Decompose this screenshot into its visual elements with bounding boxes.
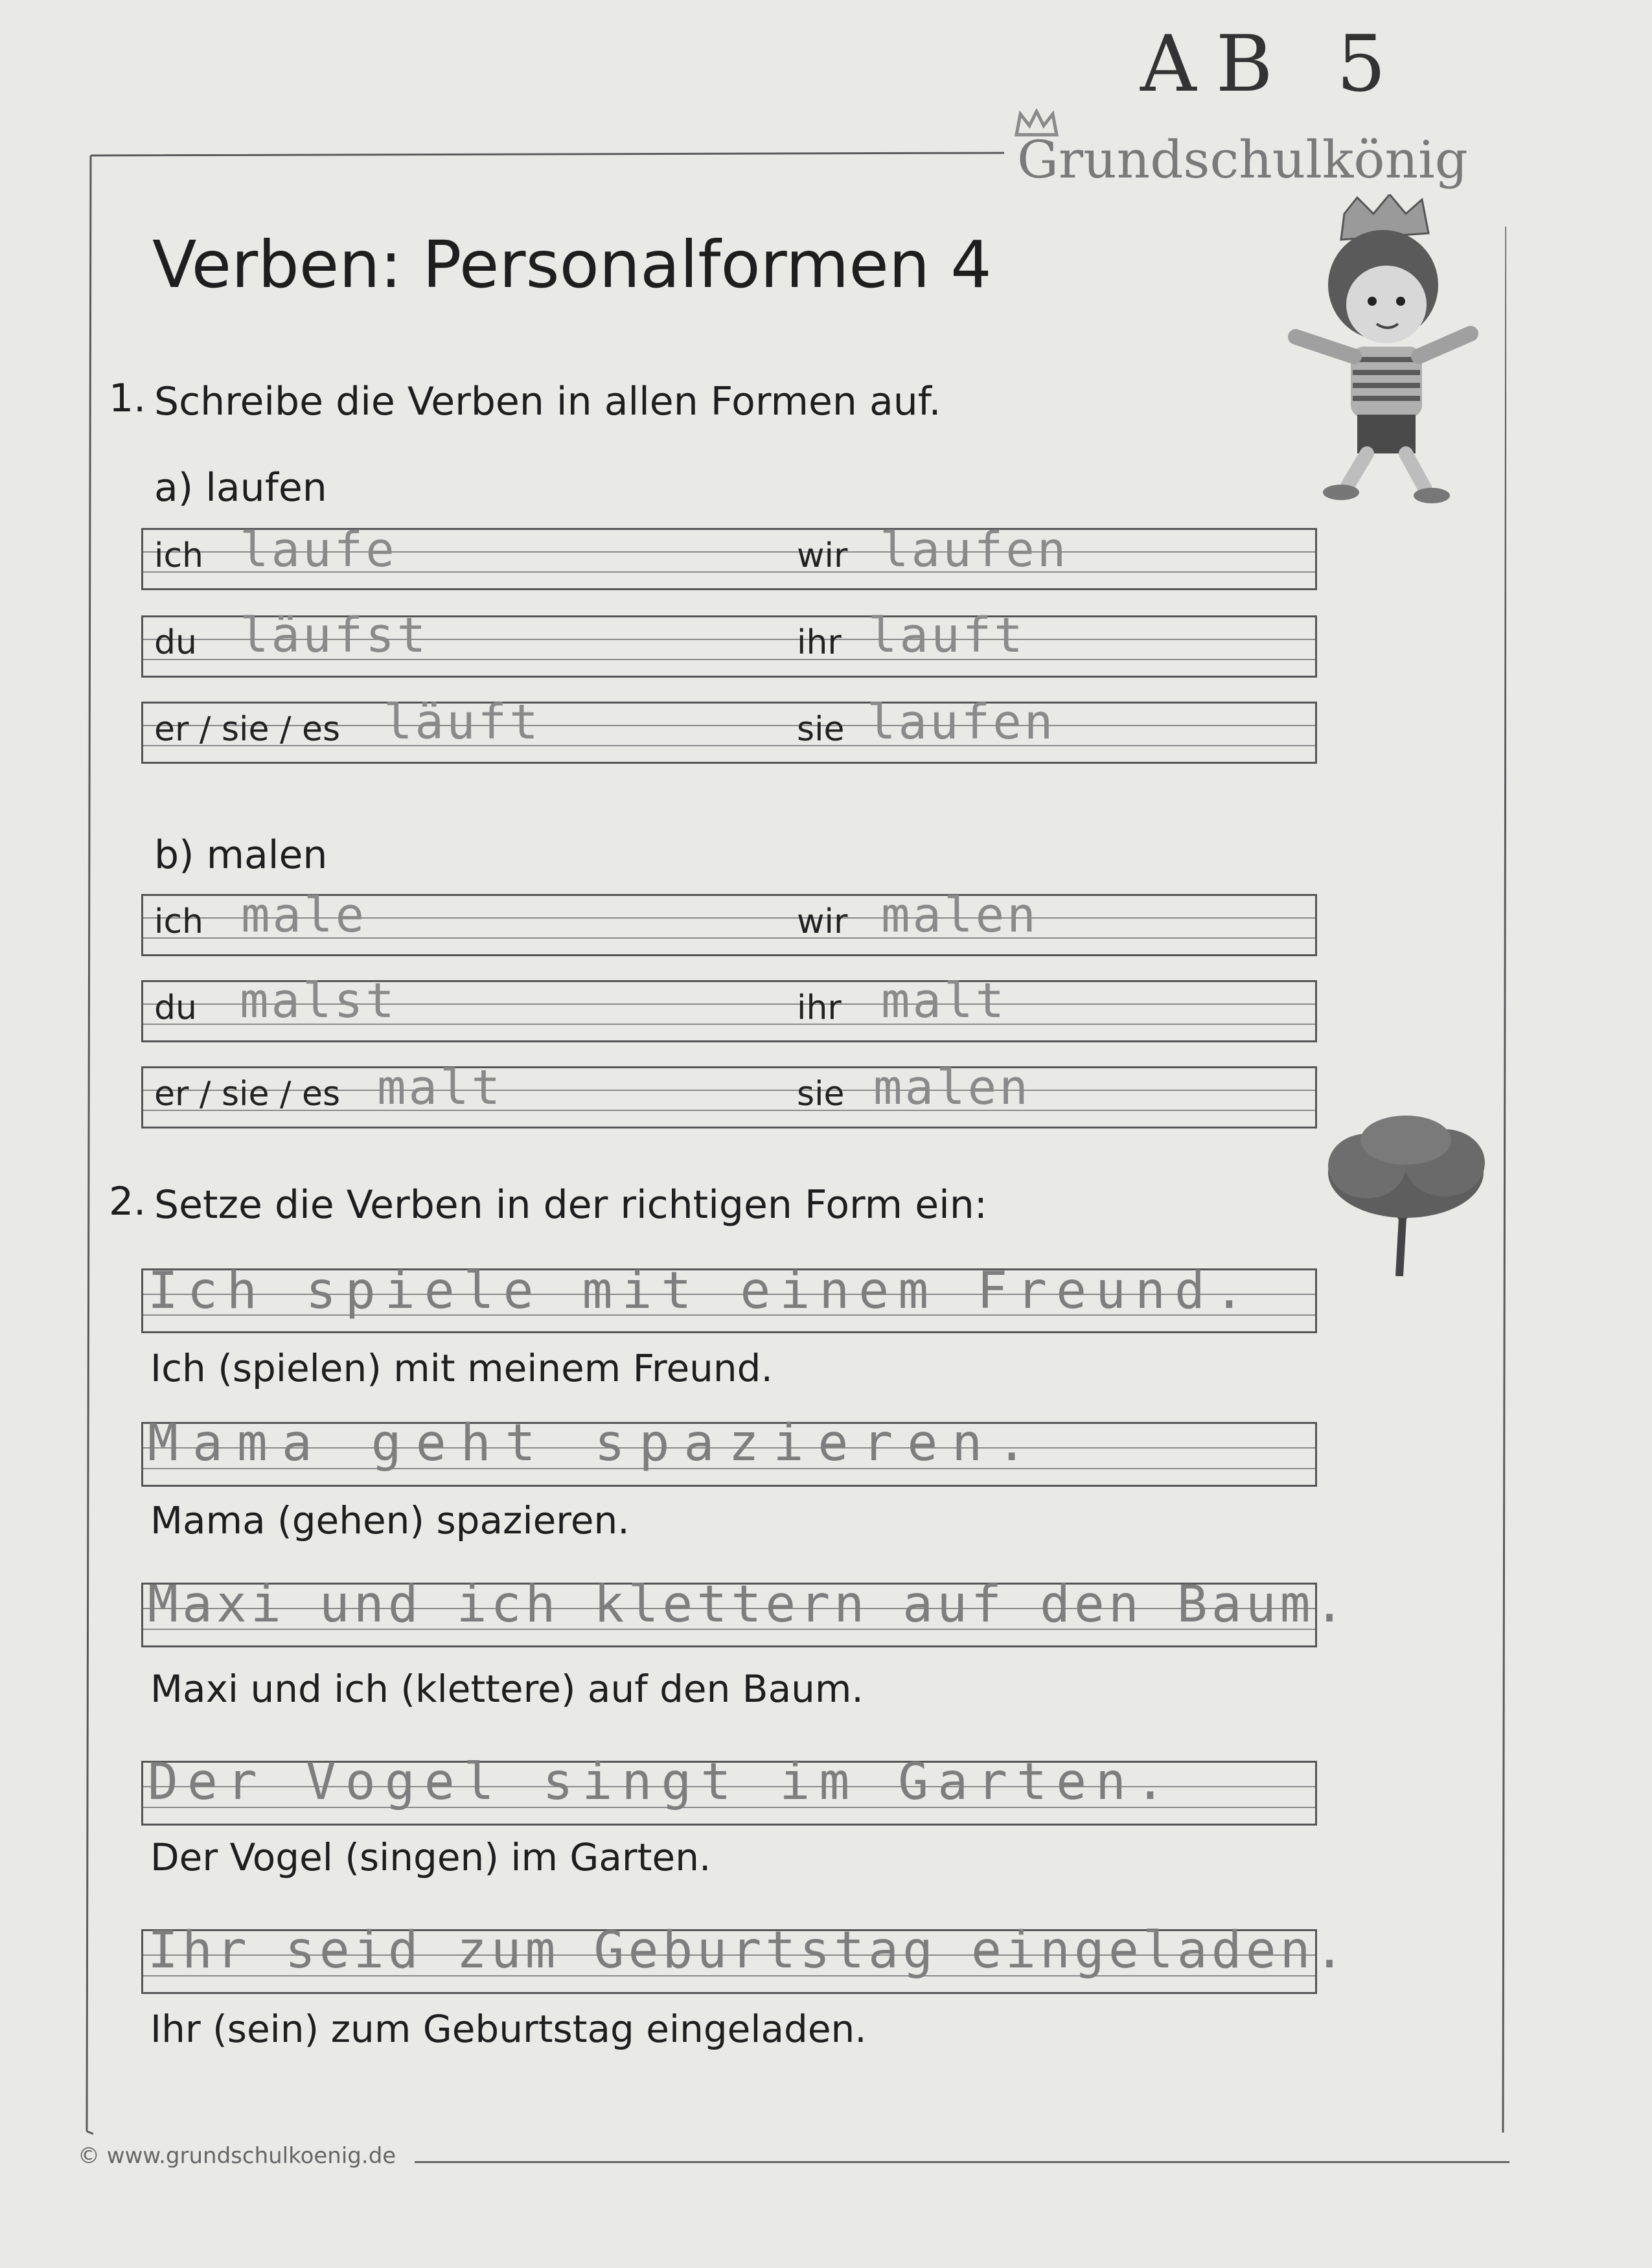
footer-divider bbox=[415, 2161, 1509, 2163]
handwritten-answer: laufen bbox=[867, 694, 1056, 750]
sentence-prompt: Ihr (sein) zum Geburtstag eingeladen. bbox=[150, 2007, 867, 2051]
handwritten-answer: Mama geht spazieren. bbox=[148, 1414, 1042, 1472]
footer-copyright: © www.grundschulkoenig.de bbox=[78, 2143, 396, 2169]
task1-number: 1. bbox=[109, 376, 146, 421]
pronoun: er / sie / es bbox=[154, 710, 341, 749]
pronoun: wir bbox=[797, 902, 848, 941]
pronoun: du bbox=[154, 989, 197, 1027]
handwritten-answer: läuft bbox=[384, 694, 541, 750]
page-title: Verben: Personalformen 4 bbox=[152, 227, 992, 303]
handwritten-answer: Maxi und ich klettern auf den Baum. bbox=[148, 1575, 1349, 1634]
task1-instruction: Schreibe die Verben in allen Formen auf. bbox=[154, 379, 941, 424]
handwritten-answer: male bbox=[241, 888, 367, 943]
task2-instruction: Setze die Verben in der richtigen Form ein: bbox=[154, 1182, 988, 1228]
sentence-prompt: Ich (spielen) mit meinem Freund. bbox=[150, 1346, 773, 1390]
handwritten-answer: malen bbox=[873, 1060, 1031, 1116]
handwritten-answer: Ich spiele mit einem Freund. bbox=[148, 1262, 1254, 1320]
pronoun: ich bbox=[154, 536, 203, 575]
sentence-prompt: Mama (gehen) spazieren. bbox=[150, 1498, 630, 1542]
handwritten-answer: läufst bbox=[240, 608, 429, 663]
handwritten-answer: malen bbox=[881, 888, 1038, 943]
handwritten-answer: malst bbox=[240, 973, 397, 1029]
task1-a-label: a) laufen bbox=[154, 465, 327, 510]
task1-b-label: b) malen bbox=[154, 832, 328, 878]
pronoun: du bbox=[154, 623, 197, 662]
sentence-prompt: Der Vogel (singen) im Garten. bbox=[150, 1835, 711, 1879]
pronoun: ihr bbox=[797, 623, 842, 662]
tree-illustration bbox=[1315, 1114, 1497, 1276]
sentence-prompt: Maxi und ich (klettere) auf den Baum. bbox=[150, 1667, 864, 1711]
handwritten-answer: Der Vogel singt im Garten. bbox=[148, 1753, 1175, 1811]
pronoun: ich bbox=[154, 902, 203, 941]
handwritten-answer: malt bbox=[377, 1060, 503, 1116]
pronoun: ihr bbox=[797, 989, 842, 1027]
handwritten-answer: Ihr seid zum Geburtstag eingeladen. bbox=[148, 1921, 1349, 1980]
handwritten-answer: laufen bbox=[880, 522, 1069, 578]
handwritten-answer: malt bbox=[881, 973, 1007, 1029]
handwritten-answer: lauft bbox=[868, 608, 1026, 663]
boy-with-crown-illustration bbox=[1276, 194, 1490, 505]
pronoun: er / sie / es bbox=[154, 1075, 341, 1114]
brand-logo: Grundschulkönig bbox=[1017, 130, 1468, 190]
task2-number: 2. bbox=[109, 1179, 146, 1224]
pronoun: wir bbox=[797, 536, 848, 575]
handwritten-label: AB 5 bbox=[1140, 19, 1406, 109]
pronoun: sie bbox=[797, 1075, 845, 1114]
pronoun: sie bbox=[797, 710, 845, 749]
handwritten-answer: laufe bbox=[240, 522, 397, 578]
